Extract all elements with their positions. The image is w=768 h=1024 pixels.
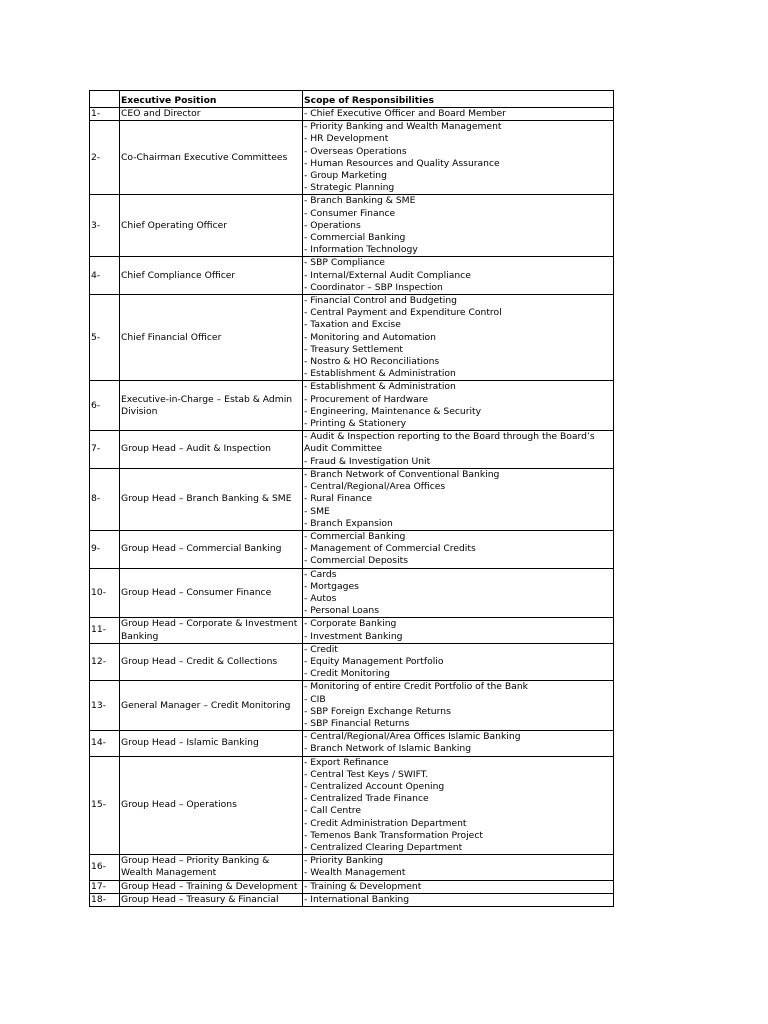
executive-position-cell: Chief Compliance Officer bbox=[120, 257, 303, 295]
row-number: 11- bbox=[90, 618, 120, 643]
scope-item: - Branch Banking & SME bbox=[304, 195, 416, 207]
scope-item: - SBP Financial Returns bbox=[304, 717, 410, 729]
table-row bbox=[90, 295, 614, 381]
scope-item: - SBP Foreign Exchange Returns bbox=[304, 705, 451, 717]
table-row bbox=[90, 643, 614, 681]
scope-cell bbox=[303, 756, 614, 855]
scope-cell bbox=[303, 195, 614, 257]
scope-item: - Autos bbox=[304, 592, 337, 604]
executive-position-cell: Executive-in-Charge – Estab & Admin Division bbox=[120, 381, 303, 431]
table-row bbox=[90, 568, 614, 618]
scope-cell bbox=[303, 855, 614, 880]
table-row bbox=[90, 681, 614, 731]
scope-item: - Monitoring of entire Credit Portfolio of the Bank bbox=[304, 681, 528, 693]
scope-cell bbox=[303, 381, 614, 431]
scope-item: - SME bbox=[304, 505, 330, 517]
row-number: 15- bbox=[90, 756, 120, 855]
scope-item: - Export Refinance bbox=[304, 756, 389, 768]
scope-item: - Wealth Management bbox=[304, 867, 406, 879]
scope-item: - Central Payment and Expenditure Control bbox=[304, 307, 502, 319]
table-row bbox=[90, 381, 614, 431]
row-number: 12- bbox=[90, 643, 120, 681]
scope-item: - Internal/External Audit Compliance bbox=[304, 269, 471, 281]
executive-position-cell: Group Head – Operations bbox=[120, 756, 303, 855]
scope-item: - Information Technology bbox=[304, 244, 418, 256]
scope-item: - Centralized Account Opening bbox=[304, 780, 445, 792]
scope-item: - Monitoring and Automation bbox=[304, 331, 437, 343]
row-number: 16- bbox=[90, 855, 120, 880]
scope-item: - CIB bbox=[304, 693, 326, 705]
scope-item: - Procurement of Hardware bbox=[304, 393, 428, 405]
row-number: 17- bbox=[90, 880, 120, 893]
scope-item: - Investment Banking bbox=[304, 630, 403, 642]
scope-item: - Branch Network of Islamic Banking bbox=[304, 743, 472, 755]
executive-position-cell: Group Head – Consumer Finance bbox=[120, 568, 303, 618]
row-number: 13- bbox=[90, 681, 120, 731]
executive-position-cell: Group Head – Corporate & Investment Banking bbox=[120, 618, 303, 643]
scope-item: - Central Test Keys / SWIFT. bbox=[304, 768, 429, 780]
scope-item: - Centralized Clearing Department bbox=[304, 841, 463, 853]
table-row bbox=[90, 431, 614, 469]
scope-item: - Audit & Inspection reporting to the Board through the Board’s Audit Committee bbox=[304, 431, 595, 455]
executive-position-cell: CEO and Director bbox=[120, 108, 303, 121]
scope-item: - Fraud & Investigation Unit bbox=[304, 455, 431, 467]
executive-position-cell: Group Head – Commercial Banking bbox=[120, 530, 303, 568]
row-number: 14- bbox=[90, 731, 120, 756]
scope-item: - Human Resources and Quality Assurance bbox=[304, 157, 500, 169]
scope-item: - Temenos Bank Transformation Project bbox=[304, 829, 483, 841]
scope-item: - Corporate Banking bbox=[304, 618, 397, 630]
header-number bbox=[90, 91, 120, 108]
scope-cell bbox=[303, 295, 614, 381]
row-number: 4- bbox=[90, 257, 120, 295]
scope-item: - Printing & Stationery bbox=[304, 418, 407, 430]
header-scope-of-responsibilities: Scope of Responsibilities bbox=[303, 91, 614, 108]
executive-position-cell: General Manager – Credit Monitoring bbox=[120, 681, 303, 731]
executive-position-cell: Chief Operating Officer bbox=[120, 195, 303, 257]
row-number: 7- bbox=[90, 431, 120, 469]
scope-item: - Personal Loans bbox=[304, 605, 380, 617]
scope-cell bbox=[303, 731, 614, 756]
scope-item: - Commercial Banking bbox=[304, 232, 406, 244]
scope-cell bbox=[303, 468, 614, 530]
scope-item: - Management of Commercial Credits bbox=[304, 543, 476, 555]
scope-cell bbox=[303, 643, 614, 681]
scope-cell bbox=[303, 681, 614, 731]
scope-item: - Branch Expansion bbox=[304, 517, 393, 529]
scope-cell bbox=[303, 618, 614, 643]
table-body bbox=[90, 108, 614, 907]
table-row bbox=[90, 195, 614, 257]
scope-item: - Rural Finance bbox=[304, 493, 373, 505]
scope-item: - Commercial Banking bbox=[304, 530, 406, 542]
scope-item: - Operations bbox=[304, 219, 361, 231]
scope-item: - Credit bbox=[304, 643, 338, 655]
scope-cell bbox=[303, 108, 614, 121]
scope-item: - Nostro & HO Reconciliations bbox=[304, 356, 440, 368]
table-row bbox=[90, 756, 614, 855]
scope-item: - Credit Administration Department bbox=[304, 817, 467, 829]
row-number: 6- bbox=[90, 381, 120, 431]
table-row bbox=[90, 108, 614, 121]
table-header-row bbox=[90, 91, 614, 108]
scope-item: - International Banking bbox=[304, 893, 410, 905]
table-row bbox=[90, 618, 614, 643]
table-row bbox=[90, 855, 614, 880]
row-number: 9- bbox=[90, 530, 120, 568]
table-row bbox=[90, 468, 614, 530]
header-executive-position: Executive Position bbox=[120, 91, 303, 108]
executive-position-cell: Group Head – Branch Banking & SME bbox=[120, 468, 303, 530]
table-row bbox=[90, 731, 614, 756]
scope-item: - Centralized Trade Finance bbox=[304, 793, 429, 805]
executive-position-cell: Group Head – Treasury & Financial bbox=[120, 893, 303, 906]
scope-item: - Credit Monitoring bbox=[304, 668, 390, 680]
row-number: 10- bbox=[90, 568, 120, 618]
executive-position-cell: Group Head – Priority Banking & Wealth Management bbox=[120, 855, 303, 880]
scope-cell bbox=[303, 893, 614, 906]
row-number: 1- bbox=[90, 108, 120, 121]
scope-cell bbox=[303, 257, 614, 295]
scope-item: - Overseas Operations bbox=[304, 145, 407, 157]
scope-item: - Call Centre bbox=[304, 805, 362, 817]
scope-item: - Treasury Settlement bbox=[304, 343, 404, 355]
scope-item: - Priority Banking and Wealth Management bbox=[304, 121, 502, 133]
scope-item: - Taxation and Excise bbox=[304, 319, 401, 331]
executive-position-cell: Group Head – Credit & Collections bbox=[120, 643, 303, 681]
table-row bbox=[90, 121, 614, 195]
executive-position-cell: Group Head – Training & Development bbox=[120, 880, 303, 893]
row-number: 3- bbox=[90, 195, 120, 257]
scope-item: - Branch Network of Conventional Banking bbox=[304, 468, 500, 480]
scope-cell bbox=[303, 121, 614, 195]
scope-item: - Central/Regional/Area Offices Islamic Banking bbox=[304, 731, 521, 743]
scope-item: - Group Marketing bbox=[304, 170, 387, 182]
scope-item: - Priority Banking bbox=[304, 855, 384, 867]
scope-item: - HR Development bbox=[304, 133, 389, 145]
scope-cell bbox=[303, 568, 614, 618]
scope-cell bbox=[303, 431, 614, 469]
scope-item: - Equity Management Portfolio bbox=[304, 655, 444, 667]
row-number: 18- bbox=[90, 893, 120, 906]
scope-item: - Consumer Finance bbox=[304, 207, 396, 219]
row-number: 5- bbox=[90, 295, 120, 381]
scope-item: - Establishment & Administration bbox=[304, 368, 456, 380]
scope-cell bbox=[303, 880, 614, 893]
table-row bbox=[90, 257, 614, 295]
scope-item: - Mortgages bbox=[304, 580, 359, 592]
row-number: 8- bbox=[90, 468, 120, 530]
scope-item: - Commercial Deposits bbox=[304, 555, 409, 567]
row-number: 2- bbox=[90, 121, 120, 195]
scope-item: - Training & Development bbox=[304, 880, 422, 892]
scope-item: - Establishment & Administration bbox=[304, 381, 456, 393]
scope-item: - SBP Compliance bbox=[304, 257, 385, 269]
scope-cell bbox=[303, 530, 614, 568]
table-row bbox=[90, 893, 614, 906]
executive-positions-table bbox=[89, 90, 614, 907]
scope-item: - Coordinator – SBP Inspection bbox=[304, 281, 443, 293]
executive-position-cell: Chief Financial Officer bbox=[120, 295, 303, 381]
scope-item: - Strategic Planning bbox=[304, 182, 395, 194]
table-row bbox=[90, 530, 614, 568]
scope-item: - Cards bbox=[304, 568, 337, 580]
executive-position-cell: Group Head – Islamic Banking bbox=[120, 731, 303, 756]
executive-position-cell: Group Head – Audit & Inspection bbox=[120, 431, 303, 469]
table-row bbox=[90, 880, 614, 893]
scope-item: - Engineering, Maintenance & Security bbox=[304, 405, 482, 417]
scope-item: - Central/Regional/Area Offices bbox=[304, 481, 446, 493]
executive-position-cell: Co-Chairman Executive Committees bbox=[120, 121, 303, 195]
scope-item: - Financial Control and Budgeting bbox=[304, 295, 457, 307]
scope-item: - Chief Executive Officer and Board Member bbox=[304, 108, 506, 119]
